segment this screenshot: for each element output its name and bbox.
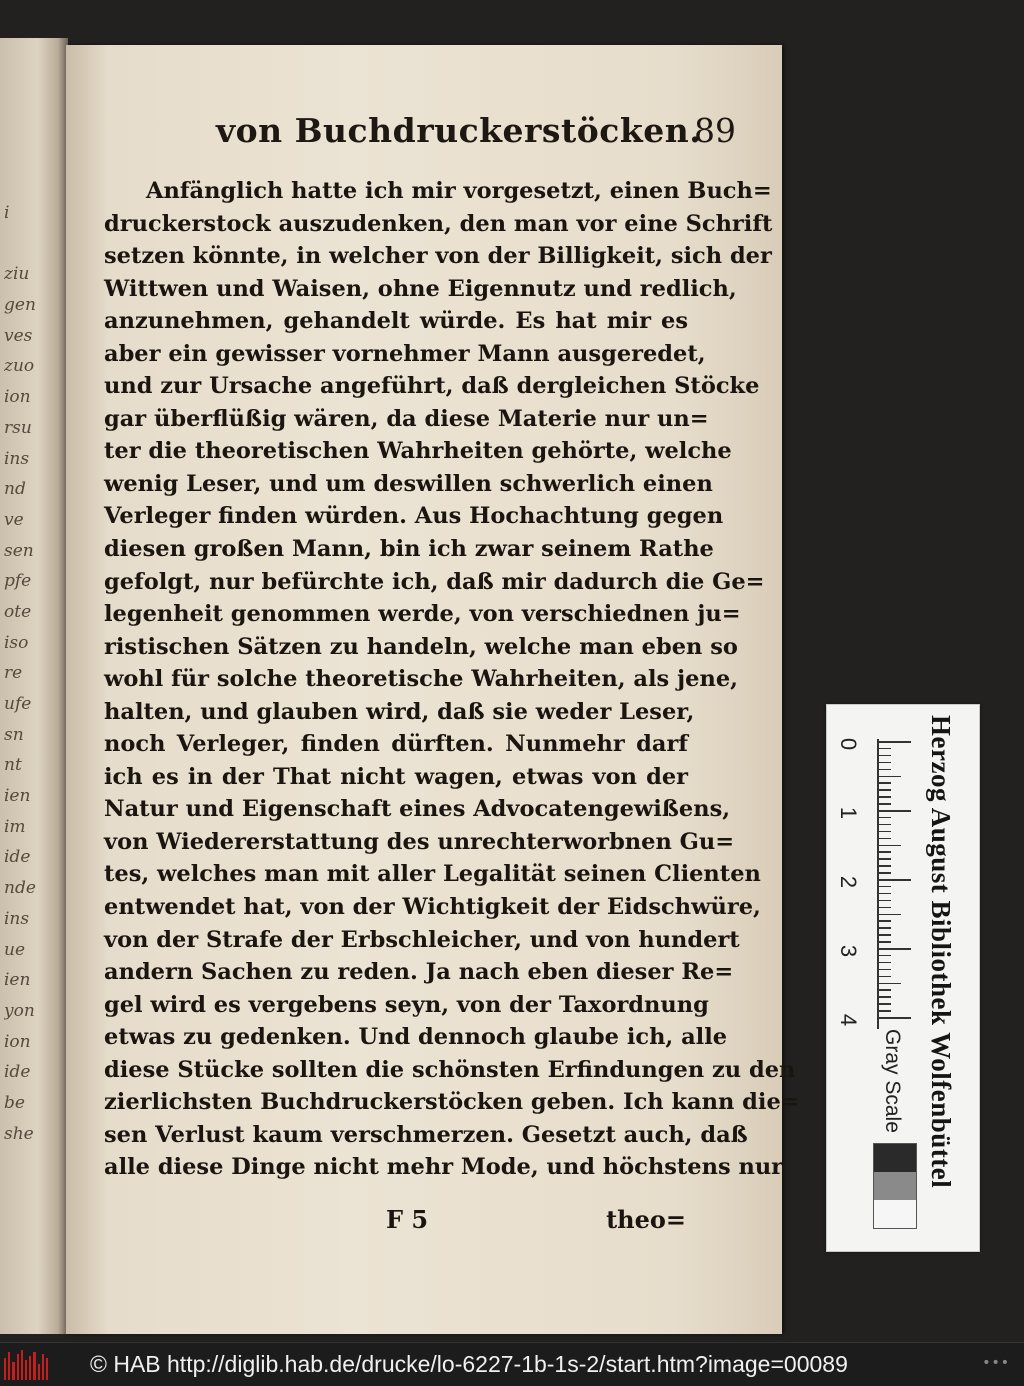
ruler-tick [877,762,891,764]
institution-name: Herzog August Bibliothek Wolfenbüttel [926,715,956,1189]
left-page-fragment: ins [4,908,30,929]
ruler-tick [877,900,891,902]
ruler-tick [877,976,891,978]
ruler-tick [877,1010,891,1012]
ruler-tick [877,769,891,771]
left-page-fragment: iso [4,632,29,653]
color-reference-card [826,704,980,1252]
ruler-tick [877,914,901,916]
left-page-fragment: ve [4,509,24,530]
ruler-tick [877,858,891,860]
left-page-fragment: yon [4,1000,35,1021]
ruler-tick [877,872,891,874]
text-line: alle diese Dinge nicht mehr Mode, und höchstens nur [104,1154,784,1181]
left-page-fragment: ide [4,847,31,868]
ruler-tick [877,989,891,991]
text-line: etwas zu gedenken. Und dennoch glaube ich, alle [104,1024,728,1051]
left-page-fragment: ote [4,601,32,622]
left-page-fragment: gen [4,295,36,316]
ruler-tick [877,941,891,943]
ruler-tick [877,948,911,950]
ruler-number: 1 [836,806,861,820]
ruler-tick [877,920,891,922]
text-line: sen Verlust kaum verschmerzen. Gesetzt auch, daß [104,1121,748,1148]
left-page-fragment: sen [4,540,34,561]
ruler-tick [877,741,911,743]
grayscale-swatch [874,1200,916,1228]
ruler-tick [877,955,891,957]
ruler-tick [877,1003,891,1005]
text-line: wenig Leser, und um deswillen schwerlich einen [104,470,713,497]
left-page-fragment: ion [4,387,31,408]
ruler-tick [877,789,891,791]
text-line: Verleger finden würden. Aus Hochachtung gegen [104,503,724,530]
running-head: von Buchdruckerstöcken. [216,111,702,150]
ruler-number: 0 [836,737,861,751]
left-page-edge [0,38,68,1334]
left-page-fragment: ves [4,325,33,346]
copyright-url[interactable]: © HAB http://diglib.hab.de/drucke/lo-6227-1b-1s-2/start.htm?image=00089 [90,1351,848,1377]
ruler-tick [877,803,891,805]
text-line: Anfänglich hatte ich mir vorgesetzt, einen Buch= [146,178,772,204]
viewer-footer [0,1342,1024,1386]
left-page-fragment: re [4,663,23,684]
text-line: ristischen Sätzen zu handeln, welche man eben so [104,633,738,660]
text-line: tes, welches man mit aller Legalität seinen Clienten [104,861,761,888]
page-footer [386,1205,686,1241]
text-line: noch Verleger, finden dürften. Nunmehr darf [104,731,688,758]
left-page-fragment: ide [4,1062,31,1083]
ruler-tick [877,1017,911,1019]
text-line: aber ein gewisser vornehmer Mann ausgeredet, [104,340,706,367]
left-page-fragment: zuo [4,356,35,377]
text-line: ich es in der That nicht wagen, etwas von der [104,763,688,790]
ruler-tick [877,838,891,840]
text-line: wohl für solche theoretische Wahrheiten, als jene, [104,666,738,693]
signature-mark: F 5 [386,1205,429,1234]
text-line: von der Strafe der Erbschleicher, und von hundert [104,926,740,953]
text-line: von Wiedererstattung des unrechterworbnen Gu= [104,828,735,855]
ruler-tick [877,824,891,826]
text-line: setzen könnte, in welcher von der Billigkeit, sich der [104,243,772,270]
text-line: und zur Ursache angeführt, daß dergleichen Stöcke [104,373,760,400]
text-line: diese Stücke sollten die schönsten Erfindungen zu den [104,1056,796,1083]
left-page-fragment: im [4,816,26,837]
left-page-fragment: ufe [4,694,32,714]
left-page-fragment: sn [4,724,24,745]
ruler-tick [877,996,891,998]
text-line: anzunehmen, gehandelt würde. Es hat mir es [104,308,688,335]
catchword: theo= [606,1205,686,1234]
text-line: Natur und Eigenschaft eines Advocatengewißens, [104,796,731,823]
left-page-fragment: nt [4,755,22,776]
ruler-tick [877,810,911,812]
left-page-fragment: i [4,203,10,223]
text-line: entwendet hat, von der Wichtigkeit der Eidschwüre, [104,894,761,921]
page-number: 89 [694,111,736,150]
grayscale-swatches [873,1143,917,1229]
ruler-tick [877,893,891,895]
ruler-tick [877,934,891,936]
left-page-fragment: nd [4,479,26,500]
left-page-fragment: she [4,1123,34,1144]
left-page-fragment: rsu [4,417,32,438]
ruler-tick [877,865,891,867]
ruler-tick [877,886,891,888]
ruler-tick [877,831,891,833]
grayscale-label: Gray Scale [881,1029,904,1133]
ruler-number: 4 [836,1013,861,1027]
text-line: halten, und glauben wird, daß sie weder Leser, [104,698,695,725]
text-line: zierlichsten Buchdruckerstöcken geben. Ich kann die= [104,1089,800,1116]
left-page-fragment: nde [4,878,36,899]
ruler-tick [877,782,891,784]
ruler-number: 2 [836,875,861,889]
left-page-fragment [4,229,64,260]
ruler-tick [877,983,901,985]
left-page-fragment: ziu [4,264,30,285]
text-line: gar überflüßig wären, da diese Materie nur un= [104,405,709,432]
ruler-tick [877,845,901,847]
left-page-fragment: pfe [4,571,32,592]
text-line: ter die theoretischen Wahrheiten gehörte, welche [104,438,732,465]
text-line: Wittwen und Waisen, ohne Eigennutz und redlich, [104,275,737,302]
ruler-number: 3 [836,944,861,958]
text-line: druckerstock auszudenken, den man vor eine Schrift [104,210,773,237]
text-line: gel wird es vergebens seyn, von der Taxordnung [104,991,709,1018]
ruler-tick [877,969,891,971]
hab-logo-icon [4,1350,48,1380]
text-line: legenheit genommen werde, von verschiednen ju= [104,601,741,628]
text-line: andern Sachen zu reden. Ja nach eben dieser Re= [104,959,734,986]
ruler-tick [877,851,891,853]
text-line: diesen großen Mann, bin ich zwar seinem Rathe [104,536,714,563]
left-page-fragment: ien [4,970,31,991]
grayscale-swatch [874,1172,916,1200]
ruler-tick [877,796,891,798]
ruler-tick [877,907,891,909]
left-page-fragment: ien [4,786,31,807]
ruler-tick [877,755,891,757]
ruler-tick [877,962,891,964]
left-page-fragment: ion [4,1031,31,1052]
ruler-tick [877,817,891,819]
ruler-tick [877,748,891,750]
text-line: gefolgt, nur befürchte ich, daß mir dadurch die Ge= [104,568,765,595]
page-header [216,111,756,157]
left-page-fragment: ue [4,939,26,960]
ruler-tick [877,879,911,881]
ruler-tick [877,927,891,929]
body-text [104,175,800,1184]
left-page-fragment: ins [4,448,30,469]
book-page [66,45,800,1334]
left-page-fragment: be [4,1092,25,1113]
more-icon[interactable]: ••• [982,1355,1010,1371]
ruler-tick [877,776,901,778]
left-page-text-fragments [4,198,64,1149]
grayscale-swatch [874,1144,916,1172]
ruler [837,733,917,1033]
